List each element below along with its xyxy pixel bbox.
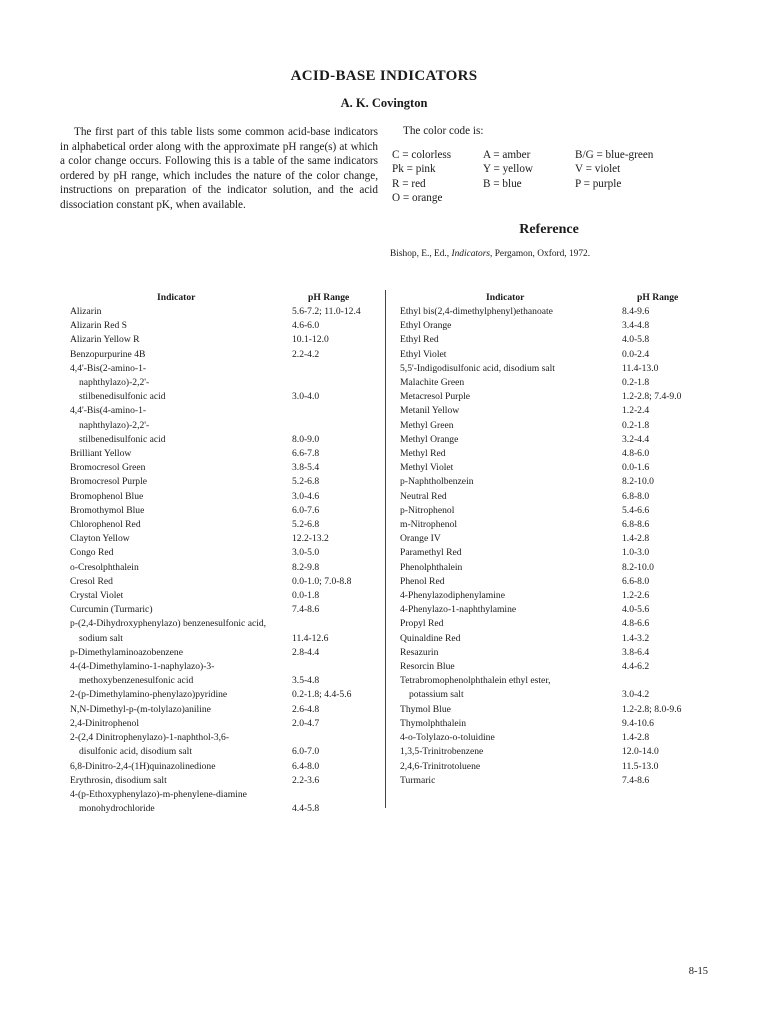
ph-range: 3.0-4.0 [292, 391, 320, 403]
ph-range: 8.4-9.6 [622, 306, 650, 317]
ph-range: 5.2-6.8 [292, 519, 320, 531]
indicator-name-line: 4,4'-Bis(4-amino-1- [70, 405, 147, 417]
ph-range: 11.5-13.0 [622, 760, 659, 772]
ph-range: 3.5-4.8 [292, 675, 320, 687]
ph-range: 8.2-10.0 [622, 476, 654, 488]
ph-range: 0.2-1.8 [622, 419, 650, 431]
indicator-name [70, 518, 380, 532]
ph-range: 0.0-1.0; 7.0-8.8 [292, 575, 352, 587]
table-row [400, 504, 710, 518]
indicator-name [400, 433, 710, 447]
ph-range: 4.6-6.0 [292, 320, 320, 332]
indicator-name-line: Phenol Red [400, 575, 445, 587]
indicator-name [400, 575, 710, 589]
table-row [400, 433, 710, 447]
ph-range: 1.4-2.8 [622, 732, 650, 744]
ph-range: 4.0-5.6 [622, 604, 650, 616]
indicator-name [400, 518, 710, 532]
ph-range: 11.4-13.0 [622, 362, 659, 374]
indicator-name-line: Bromocresol Purple [70, 476, 148, 488]
ph-range: 0.0-1.8 [292, 590, 320, 602]
ph-column-header: pH Range [637, 292, 679, 303]
color-code: V = violet [575, 163, 621, 176]
indicator-name [400, 447, 710, 461]
indicator-name [70, 660, 380, 688]
author: A. K. Covington [340, 96, 428, 110]
table-row [400, 546, 710, 560]
table-row [70, 617, 380, 645]
indicator-name [70, 362, 380, 405]
column-divider [385, 290, 386, 808]
color-code: R = red [392, 177, 426, 190]
indicator-name [400, 561, 710, 575]
indicator-name [400, 760, 710, 774]
table-row [400, 575, 710, 589]
table-row [70, 660, 380, 688]
color-code: B/G = blue-green [575, 149, 654, 161]
ph-range: 6.0-7.6 [292, 504, 320, 516]
indicator-name-line: Methyl Violet [400, 462, 454, 474]
indicator-name-line: 2,4,6-Trinitrotoluene [400, 760, 481, 772]
indicator-name [400, 475, 710, 489]
ph-range: 12.2-13.2 [292, 533, 329, 545]
indicator-name [70, 731, 380, 759]
indicator-name [70, 532, 380, 546]
indicator-name [400, 376, 710, 390]
page-title: ACID-BASE INDICATORS [290, 68, 478, 84]
color-code: P = purple [575, 177, 622, 190]
indicator-name [400, 646, 710, 660]
indicator-name-line: 4-Phenylazodiphenylamine [400, 590, 505, 602]
ph-column-header: pH Range [308, 292, 350, 303]
ph-range: 5.2-6.8 [292, 476, 320, 488]
indicator-name-line: Erythrosin, disodium salt [70, 774, 167, 786]
indicator-name-line: naphthylazo)-2,2'- [79, 377, 150, 389]
ph-range: 3.2-4.4 [622, 433, 650, 445]
indicator-name-line: 4-(p-Ethoxyphenylazo)-m-phenylene-diamine [70, 788, 247, 800]
ph-range: 4.4-5.8 [292, 803, 320, 815]
table-row [400, 319, 710, 333]
indicator-name-line: Bromocresol Green [70, 462, 146, 474]
indicator-name [400, 674, 710, 702]
intro-paragraph: The first part of this table lists some common acid-base indicators in alphabetical order along with the approximate pH range(s) at which a color change occurs. Following this is a table of the same indicators ordered by pH range, which includes the nature of the color change, instructions on preparation of the indicator solution, and the acid dissociation constant pK, when available. [60, 126, 378, 211]
table-row [70, 333, 380, 347]
indicator-name-line: Thymolphthalein [400, 717, 467, 729]
indicator-name-line: 1,3,5-Trinitrobenzene [400, 746, 484, 758]
indicator-name-line: Methyl Orange [400, 433, 459, 445]
table-row [70, 546, 380, 560]
table-row [70, 305, 380, 319]
ph-range: 5.4-6.6 [622, 504, 650, 516]
indicator-name-line: Bromophenol Blue [70, 490, 144, 502]
table-row [400, 774, 710, 788]
ph-range: 3.4-4.8 [622, 320, 650, 332]
indicator-name-line: 4-o-Tolylazo-o-toluidine [400, 732, 495, 744]
ph-range: 8.0-9.0 [292, 433, 320, 445]
ph-range: 1.2-2.8; 7.4-9.0 [622, 391, 682, 403]
color-code: O = orange [392, 192, 443, 205]
ph-range: 2.2-3.6 [292, 774, 320, 786]
indicator-name-line: potassium salt [409, 689, 464, 701]
indicator-name [70, 333, 380, 347]
indicator-name-line: p-Dimethylaminoazobenzene [70, 646, 183, 658]
table-row [70, 518, 380, 532]
table-row [70, 404, 380, 447]
table-row [70, 461, 380, 475]
indicator-name [70, 461, 380, 475]
color-code: Y = yellow [483, 163, 534, 176]
indicator-name [400, 717, 710, 731]
ph-range: 4.8-6.6 [622, 618, 650, 630]
table-row [70, 731, 380, 759]
table-row [70, 646, 380, 660]
table-row [400, 703, 710, 717]
ph-range: 0.2-1.8; 4.4-5.6 [292, 689, 352, 701]
indicator-name-line: Ethyl Orange [400, 320, 452, 332]
indicator-name-line: Alizarin Yellow R [70, 334, 140, 346]
indicator-name-line: Tetrabromophenolphthalein ethyl ester, [400, 675, 551, 687]
table-row [400, 717, 710, 731]
indicator-name-line: sodium salt [79, 632, 123, 644]
table-row [70, 348, 380, 362]
ph-range: 4.8-6.0 [622, 448, 650, 460]
table-row [70, 717, 380, 731]
indicator-name [400, 461, 710, 475]
indicator-name [400, 305, 710, 319]
reference-pre: Bishop, E., Ed., [390, 249, 452, 259]
indicator-name-line: monohydrochloride [79, 803, 155, 815]
ph-range: 1.2-2.4 [622, 405, 650, 417]
ph-range: 10.1-12.0 [292, 334, 329, 346]
table-row [400, 390, 710, 404]
indicator-name-line: Metacresol Purple [400, 391, 471, 403]
table-row [400, 475, 710, 489]
indicator-column-header: Indicator [157, 292, 196, 303]
indicator-name-line: Chlorophenol Red [70, 519, 141, 531]
indicator-name-line: 2-(2,4 Dinitrophenylazo)-1-naphthol-3,6- [70, 732, 230, 744]
table-row [400, 632, 710, 646]
indicator-name-line: Methyl Green [400, 419, 454, 431]
indicator-name-line: Paramethyl Red [400, 547, 462, 559]
indicator-name [400, 319, 710, 333]
table-row [70, 603, 380, 617]
indicator-name [70, 546, 380, 560]
indicator-name-line: m-Nitrophenol [400, 519, 458, 531]
ph-range: 2.8-4.4 [292, 646, 320, 658]
ph-range: 6.6-8.0 [622, 575, 650, 587]
table-row [400, 333, 710, 347]
indicator-name-line: p-Naphtholbenzein [400, 476, 474, 488]
indicator-name-line: Methyl Red [400, 448, 446, 460]
table-row [70, 504, 380, 518]
ph-range: 6.4-8.0 [292, 760, 320, 772]
ph-range: 0.0-2.4 [622, 348, 650, 360]
indicator-name-line: Resorcin Blue [400, 661, 455, 673]
indicator-name-line: Ethyl bis(2,4-dimethylphenyl)ethanoate [400, 306, 553, 317]
ph-range: 12.0-14.0 [622, 746, 659, 758]
indicator-name-line: Benzopurpurine 4B [70, 348, 146, 360]
indicator-name [400, 490, 710, 504]
ph-range: 3.0-4.6 [292, 490, 320, 502]
table-row [400, 603, 710, 617]
table-row [70, 532, 380, 546]
indicator-name-line: N,N-Dimethyl-p-(m-tolylazo)aniline [70, 703, 211, 715]
indicator-name [70, 717, 380, 731]
indicator-name-line: Thymol Blue [400, 703, 451, 715]
indicator-name-line: Malachite Green [400, 377, 465, 389]
ph-range: 1.2-2.8; 8.0-9.6 [622, 703, 682, 715]
ph-range: 8.2-9.8 [292, 561, 320, 573]
indicator-name-line: Phenolphthalein [400, 561, 463, 573]
table-row [400, 447, 710, 461]
table-row [70, 490, 380, 504]
indicator-name [70, 319, 380, 333]
indicator-name [400, 589, 710, 603]
indicator-name-line: Crystal Violet [70, 590, 124, 602]
ph-range: 1.4-3.2 [622, 632, 650, 644]
table-row [400, 518, 710, 532]
table-row [70, 774, 380, 788]
reference-citation [390, 249, 590, 259]
table-row [70, 362, 380, 405]
table-row [400, 617, 710, 631]
table-row [400, 532, 710, 546]
indicator-name [70, 447, 380, 461]
indicator-name-line: 5,5'-Indigodisulfonic acid, disodium salt [400, 362, 555, 374]
indicator-name-line: Orange IV [400, 533, 441, 545]
ph-range: 3.8-5.4 [292, 462, 320, 474]
indicator-name [400, 419, 710, 433]
indicator-name [70, 348, 380, 362]
table-row [400, 646, 710, 660]
table-row [400, 362, 710, 376]
indicator-name [400, 532, 710, 546]
indicator-name-line: stilbenedisulfonic acid [79, 391, 166, 403]
indicator-name [400, 348, 710, 362]
indicator-name-line: 4,4'-Bis(2-amino-1- [70, 362, 147, 374]
indicator-table-right [400, 292, 710, 788]
table-row [400, 404, 710, 418]
ph-range: 6.8-8.0 [622, 490, 650, 502]
indicator-name [400, 774, 710, 788]
table-row [70, 589, 380, 603]
ph-range: 11.4-12.6 [292, 632, 329, 644]
table-body [70, 305, 380, 816]
indicator-name [400, 333, 710, 347]
indicator-name-line: 6,8-Dinitro-2,4-(1H)quinazolinedione [70, 760, 216, 772]
indicator-column-header: Indicator [486, 292, 525, 303]
reference-post: , Pergamon, Oxford, 1972. [490, 249, 591, 259]
color-code-column-1 [392, 148, 451, 206]
indicator-name-line: Metanil Yellow [400, 405, 460, 417]
table-row [70, 575, 380, 589]
ph-range: 1.2-2.6 [622, 590, 650, 602]
indicator-name [70, 617, 380, 645]
table-body [400, 305, 710, 788]
indicator-name [400, 404, 710, 418]
indicator-name-line: Brilliant Yellow [70, 448, 132, 460]
ph-range: 2.6-4.8 [292, 703, 320, 715]
ph-range: 0.2-1.8 [622, 377, 650, 389]
indicator-name [70, 646, 380, 660]
table-row [70, 447, 380, 461]
ph-range: 8.2-10.0 [622, 561, 654, 573]
table-row [70, 703, 380, 717]
indicator-name-line: Curcumin (Turmaric) [70, 604, 153, 616]
indicator-name [400, 745, 710, 759]
indicator-name-line: Resazurin [400, 646, 439, 658]
indicator-name [70, 404, 380, 447]
indicator-name [70, 490, 380, 504]
table-row [70, 319, 380, 333]
indicator-name-line: 2,4-Dinitrophenol [70, 717, 140, 729]
color-code-heading: The color code is: [403, 125, 484, 137]
reference-heading: Reference [519, 222, 579, 237]
indicator-name-line: Quinaldine Red [400, 632, 461, 644]
indicator-name-line: p-Nitrophenol [400, 504, 455, 516]
indicator-name [70, 589, 380, 603]
ph-range: 2.2-4.2 [292, 348, 320, 360]
color-code-column-2 [483, 148, 533, 191]
table-row [400, 589, 710, 603]
table-row [400, 745, 710, 759]
indicator-name-line: 4-Phenylazo-1-naphthylamine [400, 604, 517, 616]
indicator-name [400, 504, 710, 518]
table-row [70, 788, 380, 816]
ph-range: 9.4-10.6 [622, 717, 654, 729]
indicator-name-line: o-Cresolphthalein [70, 561, 139, 573]
table-row [70, 561, 380, 575]
table-row [400, 490, 710, 504]
indicator-name-line: Propyl Red [400, 618, 444, 630]
indicator-name [70, 504, 380, 518]
color-code: C = colorless [392, 149, 452, 161]
table-row [400, 561, 710, 575]
table-row [400, 760, 710, 774]
ph-range: 6.0-7.0 [292, 746, 320, 758]
indicator-name-line: Clayton Yellow [70, 533, 130, 545]
indicator-name [70, 603, 380, 617]
indicator-name-line: methoxybenzenesulfonic acid [79, 675, 194, 687]
ph-range: 1.0-3.0 [622, 547, 650, 559]
table-row [400, 674, 710, 702]
indicator-name [70, 760, 380, 774]
indicator-name [400, 546, 710, 560]
indicator-name-line: p-(2,4-Dihydroxyphenylazo) benzenesulfonic acid, [70, 618, 267, 630]
table-header [70, 292, 380, 305]
table-row [70, 688, 380, 702]
indicator-name [70, 788, 380, 816]
ph-range: 2.0-4.7 [292, 717, 320, 729]
indicator-name [400, 731, 710, 745]
indicator-name [400, 617, 710, 631]
indicator-name [400, 632, 710, 646]
table-row [70, 760, 380, 774]
indicator-name-line: disulfonic acid, disodium salt [79, 746, 192, 758]
indicator-name-line: 4-(4-Dimethylamino-1-naphylazo)-3- [70, 661, 215, 673]
indicator-name [70, 475, 380, 489]
table-row [400, 348, 710, 362]
indicator-name-line: Alizarin Red S [70, 320, 128, 332]
page-number: 8-15 [688, 966, 708, 977]
ph-range: 7.4-8.6 [292, 604, 320, 616]
indicator-name-line: Congo Red [70, 547, 114, 559]
indicator-name-line: Turmaric [400, 774, 436, 786]
ph-range: 7.4-8.6 [622, 774, 650, 786]
ph-range: 0.0-1.6 [622, 462, 650, 474]
table-row [400, 419, 710, 433]
table-header [400, 292, 710, 305]
indicator-name [400, 660, 710, 674]
color-code-column-3 [575, 148, 653, 191]
ph-range: 3.0-4.2 [622, 689, 650, 701]
table-row [400, 461, 710, 475]
ph-range: 1.4-2.8 [622, 533, 650, 545]
indicator-name [70, 561, 380, 575]
ph-range: 5.6-7.2; 11.0-12.4 [292, 306, 361, 317]
indicator-name-line: Cresol Red [70, 575, 113, 587]
indicator-table-left [70, 292, 380, 816]
indicator-name [400, 362, 710, 376]
ph-range: 3.8-6.4 [622, 646, 650, 658]
ph-range: 4.0-5.8 [622, 334, 650, 346]
color-code: A = amber [483, 149, 531, 161]
table-row [400, 305, 710, 319]
table-row [400, 731, 710, 745]
indicator-name [400, 603, 710, 617]
color-code: Pk = pink [392, 163, 436, 176]
color-code: B = blue [483, 177, 522, 190]
indicator-name-line: 2-(p-Dimethylamino-phenylazo)pyridine [70, 689, 228, 701]
reference-book-title: Indicators [451, 249, 491, 259]
ph-range: 6.8-8.6 [622, 519, 650, 531]
indicator-name-line: Ethyl Violet [400, 348, 447, 360]
indicator-name [70, 703, 380, 717]
indicator-name [70, 774, 380, 788]
table-row [400, 660, 710, 674]
indicator-name-line: Bromothymol Blue [70, 504, 145, 516]
indicator-name-line: naphthylazo)-2,2'- [79, 419, 150, 431]
table-row [400, 376, 710, 390]
table-row [70, 475, 380, 489]
indicator-name-line: Ethyl Red [400, 334, 439, 346]
indicator-name-line: Alizarin [70, 306, 102, 317]
indicator-name-line: stilbenedisulfonic acid [79, 433, 166, 445]
ph-range: 6.6-7.8 [292, 448, 320, 460]
indicator-name-line: Neutral Red [400, 490, 447, 502]
ph-range: 3.0-5.0 [292, 547, 320, 559]
ph-range: 4.4-6.2 [622, 661, 650, 673]
